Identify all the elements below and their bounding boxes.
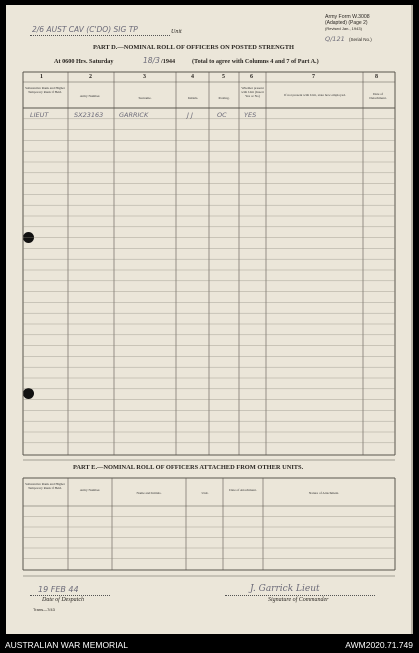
row-surname: GARRICK xyxy=(119,111,149,119)
part-e-header-rank: Substantive Rank and Higher Temporary Rank if Held. xyxy=(25,482,65,490)
despatch-date-label: Date of Despatch xyxy=(42,597,84,603)
header-present: Whether present with Unit (Insert Yes or No) xyxy=(241,86,264,98)
commander-signature: J. Garrick Lieut xyxy=(250,584,320,594)
caption-accession-number: AWM2020.71.749 xyxy=(345,640,413,650)
row-army-number: SX23163 xyxy=(74,111,104,119)
col-number-3: 3 xyxy=(143,74,146,80)
col-number-2: 2 xyxy=(89,74,92,80)
unit-label: Unit xyxy=(171,29,182,35)
header-surname: Surname. xyxy=(138,96,152,100)
header-rank: Substantive Rank and Higher Temporary Rank if Held. xyxy=(25,86,65,94)
col-number-4: 4 xyxy=(191,74,194,80)
despatch-date-handwritten: 19 FEB 44 xyxy=(38,585,79,594)
part-e-title: PART E.—NOMINAL ROLL OF OFFICERS ATTACHED FROM OTHER UNITS. xyxy=(73,464,304,471)
row-present: YES xyxy=(244,111,257,119)
row-posting: OC xyxy=(217,111,227,119)
unit-handwritten: 2/6 AUST CAV (C'DO) SIG TP xyxy=(32,25,138,34)
part-e-header-name: Name and Initials. xyxy=(136,491,162,495)
caption-institution: AUSTRALIAN WAR MEMORIAL xyxy=(5,640,128,650)
col-number-1: 1 xyxy=(40,74,43,80)
part-d-date: 18/3 xyxy=(143,56,160,65)
serial-label: (Serial No.) xyxy=(349,37,372,42)
col-number-7: 7 xyxy=(312,74,315,80)
part-e-header-attachment-date: Date of Attachment. xyxy=(229,488,257,492)
header-detachment-date: Date of Detachment. xyxy=(369,92,387,100)
row-rank: LIEUT xyxy=(30,111,49,119)
part-d-title: PART D.—NOMINAL ROLL OF OFFICERS ON POSTED STRENGTH xyxy=(93,44,294,51)
header-initials: Initials. xyxy=(187,96,199,100)
col-number-8: 8 xyxy=(375,74,378,80)
part-e-header-army-number: Army Number. xyxy=(79,488,101,492)
part-e-header-unit: Unit. xyxy=(201,491,209,495)
form-id-line1: Army Form W.3008 xyxy=(325,14,370,20)
part-d-year: /1944 xyxy=(161,58,176,65)
print-code: Trans—7/43 xyxy=(33,607,55,612)
signature-label: Signature of Commander xyxy=(268,597,329,603)
despatch-date-line xyxy=(30,595,110,596)
part-d-at-label: At 0600 Hrs. Saturday xyxy=(54,58,114,65)
row-initials: J J xyxy=(187,111,193,119)
part-e-header-attachment-nature: Nature of Attachment. xyxy=(308,491,340,495)
form-id-line3: (Revised Jan., 1943) xyxy=(325,26,362,31)
header-army-number: Army Number. xyxy=(79,94,101,98)
form-id-line2: (Adapted) (Page 2) xyxy=(325,20,368,26)
col-number-5: 5 xyxy=(222,74,225,80)
part-d-note: (Total to agree with Columns 4 and 7 of Part A.) xyxy=(192,58,319,65)
serial-value: Q/121 xyxy=(325,35,345,43)
signature-line xyxy=(225,595,375,596)
col-number-6: 6 xyxy=(250,74,253,80)
header-posting: Posting. xyxy=(218,96,230,100)
header-employment: If not present with Unit, state how employed. xyxy=(284,93,346,97)
